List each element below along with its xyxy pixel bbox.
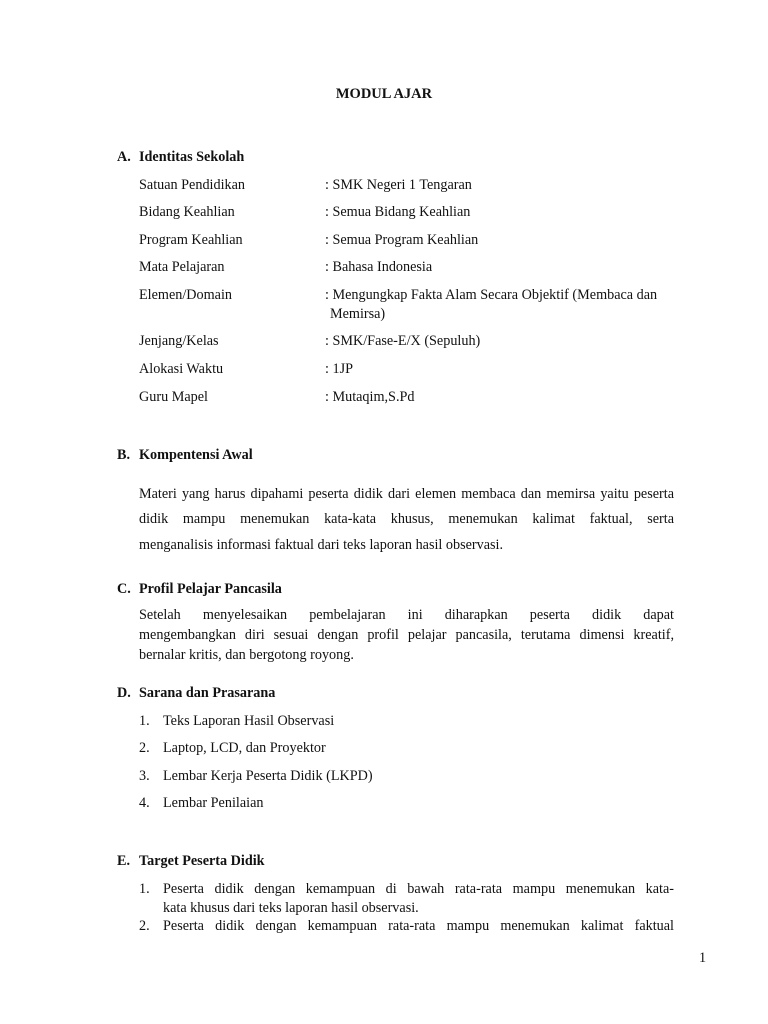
field-value: : Mutaqim,S.Pd <box>325 389 415 405</box>
section-letter: B. <box>117 447 131 463</box>
list-number: 3. <box>139 768 150 784</box>
list-item-line: Peserta didik dengan kemampuan di bawah rata-rata mampu menemukan kata- <box>163 881 674 897</box>
list-number: 4. <box>139 795 150 811</box>
list-number: 2. <box>139 918 150 934</box>
field-value: : Bahasa Indonesia <box>325 259 433 275</box>
paragraph-line: Setelah menyelesaikan pembelajaran ini diharapkan peserta didik dapat <box>139 607 674 623</box>
field-label: Program Keahlian <box>139 232 243 248</box>
section-letter: D. <box>117 685 131 701</box>
list-item-line: Peserta didik dengan kemampuan rata-rata mampu menemukan kalimat faktual <box>163 918 674 934</box>
section-heading: Identitas Sekolah <box>139 149 245 165</box>
field-value: : SMK Negeri 1 Tengaran <box>325 177 472 193</box>
section-heading: Target Peserta Didik <box>139 853 265 869</box>
paragraph-line: didik mampu menemukan kata-kata khusus, menemukan kalimat faktual, serta <box>139 511 674 527</box>
list-item: Lembar Kerja Peserta Didik (LKPD) <box>163 768 373 784</box>
section-letter: E. <box>117 853 131 869</box>
list-item-line: kata khusus dari teks laporan hasil observasi. <box>163 900 419 916</box>
section-heading: Kompentensi Awal <box>139 447 253 463</box>
field-value-continued: Memirsa) <box>330 306 386 322</box>
field-label: Bidang Keahlian <box>139 204 235 220</box>
field-label: Mata Pelajaran <box>139 259 225 275</box>
field-label: Alokasi Waktu <box>139 361 224 377</box>
paragraph-line: Materi yang harus dipahami peserta didik dari elemen membaca dan memirsa yaitu peserta <box>139 486 674 502</box>
field-value: : Semua Bidang Keahlian <box>325 204 471 220</box>
list-number: 1. <box>139 881 150 897</box>
list-item: Teks Laporan Hasil Observasi <box>163 713 335 729</box>
field-label: Guru Mapel <box>139 389 208 405</box>
paragraph-line: mengembangkan diri sesuai dengan profil pelajar pancasila, terutama dimensi kreatif, <box>139 627 674 643</box>
paragraph-line: bernalar kritis, dan bergotong royong. <box>139 647 354 663</box>
paragraph-line: menganalisis informasi faktual dari teks laporan hasil observasi. <box>139 537 504 553</box>
list-number: 2. <box>139 740 150 756</box>
section-heading: Sarana dan Prasarana <box>139 685 276 701</box>
list-item: Lembar Penilaian <box>163 795 264 811</box>
section-letter: A. <box>117 149 131 165</box>
list-item: Laptop, LCD, dan Proyektor <box>163 740 326 756</box>
page-number: 1 <box>699 950 707 966</box>
document-title: MODUL AJAR <box>335 86 433 102</box>
field-value: : Semua Program Keahlian <box>325 232 479 248</box>
field-value: : 1JP <box>325 361 353 377</box>
field-label: Jenjang/Kelas <box>139 333 219 349</box>
section-letter: C. <box>117 581 131 597</box>
field-value: : Mengungkap Fakta Alam Secara Objektif (Membaca dan <box>325 287 658 303</box>
field-value: : SMK/Fase-E/X (Sepuluh) <box>325 333 481 349</box>
section-heading: Profil Pelajar Pancasila <box>139 581 282 597</box>
list-number: 1. <box>139 713 150 729</box>
field-label: Elemen/Domain <box>139 287 232 303</box>
field-label: Satuan Pendidikan <box>139 177 245 193</box>
